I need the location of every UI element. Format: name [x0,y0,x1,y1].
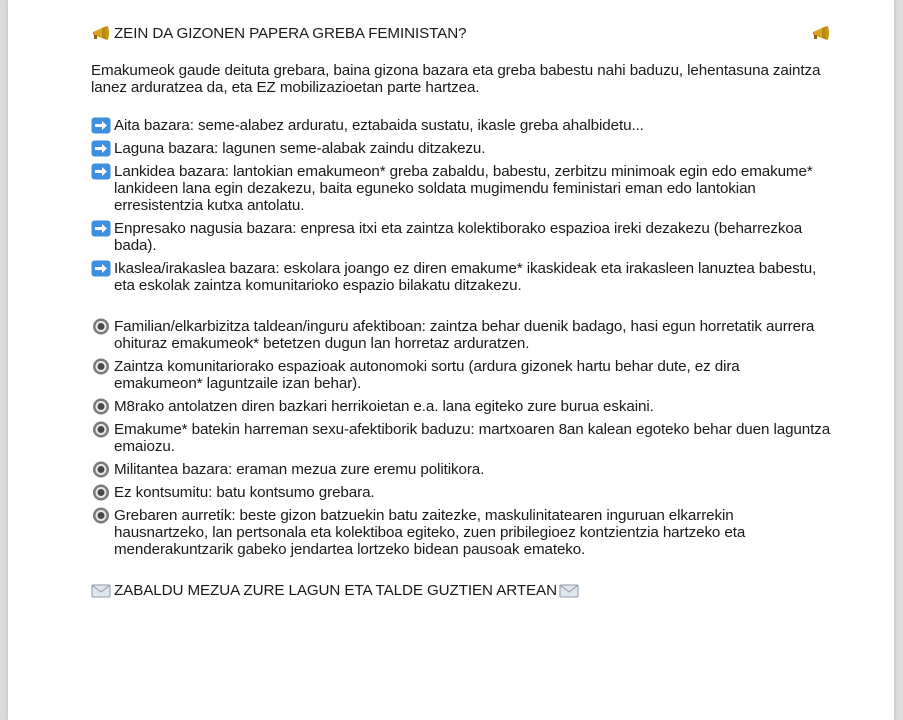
list-item [91,163,831,214]
right-arrow-icon [91,140,111,157]
list-item [91,140,831,157]
radio-button-icon [91,461,111,478]
megaphone-icon [811,25,831,42]
right-arrow-icon [91,220,111,237]
list-item [91,358,831,392]
envelope-icon [91,582,111,599]
radio-button-icon [91,484,111,501]
list-item-text: Laguna bazara: lagunen seme-alabak zaindu ditzakezu. [114,140,486,157]
title-line [91,25,831,42]
list-item [91,318,831,352]
list-item-text: Grebaren aurretik: beste gizon batzuekin batu zaitezke, maskulinitatearen inguruan elkarrekin hausnartzeko, lan pertsonala eta kolektiboa egiteko, zuen pribilegioez kontzientzia hartzeko eta menderakuntzarik gabeko jendartea lortzeko bidean pausoak emateko. [114,507,746,558]
megaphone-icon [91,25,111,42]
document-body [91,22,831,599]
footer-text: ZABALDU MEZUA ZURE LAGUN ETA TALDE GUZTIEN ARTEAN [114,582,557,599]
right-arrow-icon [91,163,111,180]
right-arrow-icon [91,260,111,277]
right-arrow-icon [91,117,111,134]
list-item-text: Familian/elkarbizitza taldean/inguru afektiboan: zaintza behar duenik badago, hasi egun horretatik aurrera ohituraz emakumeok* betetzen dugun lan horretaz arduratzen. [114,318,815,352]
list-item-text: M8rako antolatzen diren bazkari herrikoietan e.a. lana egiteko zure burua eskaini. [114,398,654,415]
list-item [91,220,831,254]
radio-button-icon [91,421,111,438]
list-item [91,421,831,455]
footer-line [91,582,831,599]
list-item-text: Lankidea bazara: lantokian emakumeon* greba zabaldu, babestu, zerbitzu minimoak egin edo emakume* lankideen lana egin dezakezu, baita eguneko soldata mugimendu feministari eman edo lantokian erresistentzia kutxa antolatu. [114,163,813,214]
envelope-icon [559,582,579,599]
radio-button-icon [91,358,111,375]
page-title: ZEIN DA GIZONEN PAPERA GREBA FEMINISTAN? [114,25,467,42]
list-item [91,461,831,478]
radio-button-icon [91,398,111,415]
list-item-text: Aita bazara: seme-alabez arduratu, eztabaida sustatu, ikasle greba ahalbidetu... [114,117,644,134]
list-item [91,117,831,134]
list-item [91,484,831,501]
list-item-text: Ikaslea/irakaslea bazara: eskolara joango ez diren emakume* ikaskideak eta irakasleen lanuztea babestu, eta eskolak zaintza komunitarioko espazio bilakatu ditzakezu. [114,260,817,294]
list-item [91,260,831,294]
list-item-text: Enpresako nagusia bazara: enpresa itxi eta zaintza kolektiborako espazioa ireki dezakezu (beharrezkoa bada). [114,220,803,254]
list-item-text: Zaintza komunitariorako espazioak autonomoki sortu (ardura gizonek hartu behar dute, ez dira emakumeon* laguntzaile izan behar). [114,358,740,392]
list-item-text: Emakume* batekin harreman sexu-afektiborik baduzu: martxoaren 8an kalean egoteko behar duen laguntza emaiozu. [114,421,831,455]
radio-button-icon [91,318,111,335]
list-item [91,507,831,558]
document-page [8,0,894,720]
list-item [91,398,831,415]
intro-paragraph: Emakumeok gaude deituta grebara, baina gizona bazara eta greba babestu nahi baduzu, lehentasuna zaintza lanez arduratzea da, eta EZ mobilizazioetan parte hartzea. [91,62,821,96]
list-item-text: Militantea bazara: eraman mezua zure eremu politikora. [114,461,485,478]
radio-button-icon [91,507,111,524]
list-item-text: Ez kontsumitu: batu kontsumo grebara. [114,484,375,501]
